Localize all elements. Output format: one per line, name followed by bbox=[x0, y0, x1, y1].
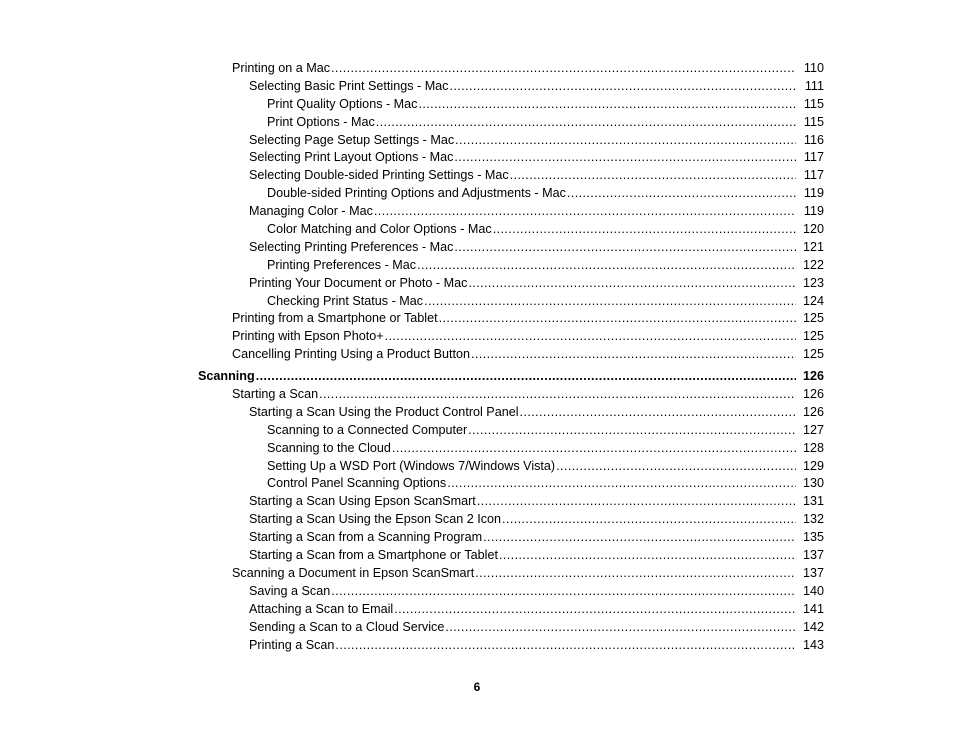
toc-chapter-entry[interactable] bbox=[198, 368, 824, 386]
toc-dot-leader bbox=[454, 149, 796, 167]
toc-entry-page: 128 bbox=[802, 440, 824, 455]
toc-entry-page: 142 bbox=[802, 619, 824, 634]
toc-entry-page: 119 bbox=[803, 186, 824, 201]
toc-dot-leader bbox=[392, 440, 796, 458]
toc-entry-page: 126 bbox=[802, 387, 824, 402]
toc-entry-title: Saving a Scan bbox=[249, 583, 331, 598]
toc-entry-page: 119 bbox=[803, 204, 824, 219]
toc-entry[interactable] bbox=[198, 167, 824, 185]
toc-dot-leader bbox=[319, 386, 796, 404]
toc-entry[interactable] bbox=[198, 275, 824, 293]
toc-entry-page: 143 bbox=[802, 637, 824, 652]
toc-entry-page: 125 bbox=[802, 311, 824, 326]
toc-dot-leader bbox=[417, 257, 796, 275]
toc-entry-title: Print Options - Mac bbox=[267, 114, 375, 129]
toc-entry[interactable] bbox=[198, 346, 824, 364]
toc-entry-title: Attaching a Scan to Email bbox=[249, 601, 394, 616]
toc-dot-leader bbox=[394, 601, 796, 619]
toc-entry-title: Scanning a Document in Epson ScanSmart bbox=[232, 565, 475, 580]
toc-entry-page: 125 bbox=[802, 329, 824, 344]
toc-entry-title: Cancelling Printing Using a Product Button bbox=[232, 347, 471, 362]
toc-entry-title: Selecting Printing Preferences - Mac bbox=[249, 239, 454, 254]
toc-entry-title: Starting a Scan bbox=[232, 387, 319, 402]
toc-entry[interactable] bbox=[198, 547, 824, 565]
toc-entry-page: 126 bbox=[802, 404, 824, 419]
toc-dot-leader bbox=[449, 78, 796, 96]
toc-dot-leader bbox=[445, 619, 796, 637]
toc-entry-page: 117 bbox=[803, 150, 824, 165]
toc-entry-page: 131 bbox=[802, 494, 824, 509]
toc-entry[interactable] bbox=[198, 221, 824, 239]
toc-dot-leader bbox=[493, 221, 796, 239]
toc-dot-leader bbox=[385, 328, 796, 346]
toc-dot-leader bbox=[567, 185, 796, 203]
toc-entry[interactable] bbox=[198, 583, 824, 601]
toc-entry[interactable] bbox=[198, 565, 824, 583]
toc-entry[interactable] bbox=[198, 404, 824, 422]
toc-entry-title: Sending a Scan to a Cloud Service bbox=[249, 619, 445, 634]
toc-dot-leader bbox=[499, 547, 796, 565]
toc-entry[interactable] bbox=[198, 386, 824, 404]
toc-entry-page: 129 bbox=[802, 458, 824, 473]
toc-entry-title: Control Panel Scanning Options bbox=[267, 476, 447, 491]
toc-entry-title: Selecting Page Setup Settings - Mac bbox=[249, 132, 455, 147]
toc-entry-page: 110 bbox=[803, 61, 824, 75]
toc-entry[interactable] bbox=[198, 637, 824, 655]
toc-entry-page: 135 bbox=[802, 530, 824, 545]
toc-entry-title: Double-sided Printing Options and Adjustments - Mac bbox=[267, 186, 566, 201]
toc-entry[interactable] bbox=[198, 493, 824, 511]
toc-dot-leader bbox=[475, 565, 796, 583]
toc-entry-page: 132 bbox=[802, 512, 824, 527]
toc-dot-leader bbox=[331, 583, 796, 601]
toc-entry[interactable] bbox=[198, 511, 824, 529]
toc-entry-page: 115 bbox=[803, 96, 824, 111]
toc-dot-leader bbox=[439, 310, 796, 328]
toc-entry-title: Printing Preferences - Mac bbox=[267, 257, 417, 272]
toc-entry[interactable] bbox=[198, 293, 824, 311]
toc-entry-page: 123 bbox=[802, 275, 824, 290]
toc-entry[interactable] bbox=[198, 328, 824, 346]
toc-entry-title: Managing Color - Mac bbox=[249, 204, 373, 219]
toc-entry-page: 141 bbox=[802, 601, 824, 616]
toc-entry-title: Printing Your Document or Photo - Mac bbox=[249, 275, 468, 290]
toc-entry-title: Starting a Scan Using Epson ScanSmart bbox=[249, 494, 476, 509]
toc-entry-page: 140 bbox=[802, 583, 824, 598]
toc-entry-title: Starting a Scan from a Smartphone or Tablet bbox=[249, 548, 498, 563]
toc-entry-page: 137 bbox=[802, 548, 824, 563]
toc-entry-title: Scanning to a Connected Computer bbox=[267, 422, 468, 437]
toc-entry[interactable] bbox=[198, 114, 824, 132]
toc-entry-page: 126 bbox=[802, 369, 824, 384]
toc-entry-page: 115 bbox=[803, 114, 824, 129]
toc-entry-page: 124 bbox=[802, 293, 824, 308]
toc-dot-leader bbox=[331, 60, 796, 78]
toc-dot-leader bbox=[418, 96, 796, 114]
toc-dot-leader bbox=[468, 422, 796, 440]
toc-entry[interactable] bbox=[198, 458, 824, 476]
toc-entry-title: Starting a Scan from a Scanning Program bbox=[249, 530, 483, 545]
toc-dot-leader bbox=[447, 475, 796, 493]
toc-entry[interactable] bbox=[198, 440, 824, 458]
toc-entry-title: Selecting Double-sided Printing Settings - Mac bbox=[249, 168, 509, 183]
toc-dot-leader bbox=[556, 458, 796, 476]
toc-dot-leader bbox=[374, 203, 796, 221]
toc-dot-leader bbox=[502, 511, 796, 529]
toc-entry-page: 117 bbox=[803, 168, 824, 183]
toc-entry[interactable] bbox=[198, 475, 824, 493]
toc-dot-leader bbox=[454, 239, 796, 257]
toc-entry-page: 120 bbox=[802, 222, 824, 237]
toc-entry-title: Print Quality Options - Mac bbox=[267, 96, 418, 111]
toc-entry[interactable] bbox=[198, 529, 824, 547]
toc-entry[interactable] bbox=[198, 257, 824, 275]
toc-dot-leader bbox=[477, 493, 796, 511]
toc-entry-page: 121 bbox=[802, 239, 824, 254]
toc-entry[interactable] bbox=[198, 203, 824, 221]
toc-entry-title: Selecting Print Layout Options - Mac bbox=[249, 150, 454, 165]
toc-entry-title: Color Matching and Color Options - Mac bbox=[267, 222, 492, 237]
toc-entry[interactable] bbox=[198, 149, 824, 167]
toc-entry[interactable] bbox=[198, 78, 824, 96]
toc-entry-title: Scanning to the Cloud bbox=[267, 440, 391, 455]
table-of-contents bbox=[198, 60, 824, 654]
toc-entry-title: Starting a Scan Using the Epson Scan 2 Icon bbox=[249, 512, 502, 527]
toc-entry-title: Starting a Scan Using the Product Control Panel bbox=[249, 404, 519, 419]
toc-dot-leader bbox=[256, 368, 796, 386]
toc-entry[interactable] bbox=[198, 601, 824, 619]
toc-entry[interactable] bbox=[198, 619, 824, 637]
toc-dot-leader bbox=[468, 275, 796, 293]
toc-entry-page: 111 bbox=[804, 78, 824, 93]
toc-entry-title: Scanning bbox=[198, 369, 255, 384]
toc-entry[interactable] bbox=[198, 185, 824, 203]
toc-entry-title: Setting Up a WSD Port (Windows 7/Windows Vista) bbox=[267, 458, 556, 473]
toc-dot-leader bbox=[335, 637, 796, 655]
toc-entry-title: Checking Print Status - Mac bbox=[267, 293, 424, 308]
toc-entry-page: 130 bbox=[802, 476, 824, 491]
toc-dot-leader bbox=[510, 167, 796, 185]
toc-entry-title: Printing a Scan bbox=[249, 637, 335, 652]
toc-dot-leader bbox=[483, 529, 796, 547]
toc-entry[interactable] bbox=[198, 239, 824, 257]
toc-entry[interactable] bbox=[198, 132, 824, 150]
toc-dot-leader bbox=[424, 293, 796, 311]
toc-dot-leader bbox=[520, 404, 796, 422]
toc-entry-page: 122 bbox=[802, 257, 824, 272]
toc-dot-leader bbox=[471, 346, 796, 364]
toc-entry[interactable] bbox=[198, 60, 824, 78]
toc-entry-page: 137 bbox=[802, 565, 824, 580]
toc-entry[interactable] bbox=[198, 310, 824, 328]
toc-entry[interactable] bbox=[198, 96, 824, 114]
toc-entry-page: 125 bbox=[802, 347, 824, 362]
toc-entry-title: Printing from a Smartphone or Tablet bbox=[232, 311, 438, 326]
toc-entry-title: Printing with Epson Photo+ bbox=[232, 329, 384, 344]
toc-entry-title: Printing on a Mac bbox=[232, 61, 331, 75]
toc-entry-page: 116 bbox=[803, 132, 824, 147]
page-number: 6 bbox=[473, 680, 481, 694]
toc-entry-title: Selecting Basic Print Settings - Mac bbox=[249, 78, 449, 93]
toc-dot-leader bbox=[376, 114, 796, 132]
toc-dot-leader bbox=[455, 132, 796, 150]
toc-entry-page: 127 bbox=[802, 422, 824, 437]
toc-entry[interactable] bbox=[198, 422, 824, 440]
